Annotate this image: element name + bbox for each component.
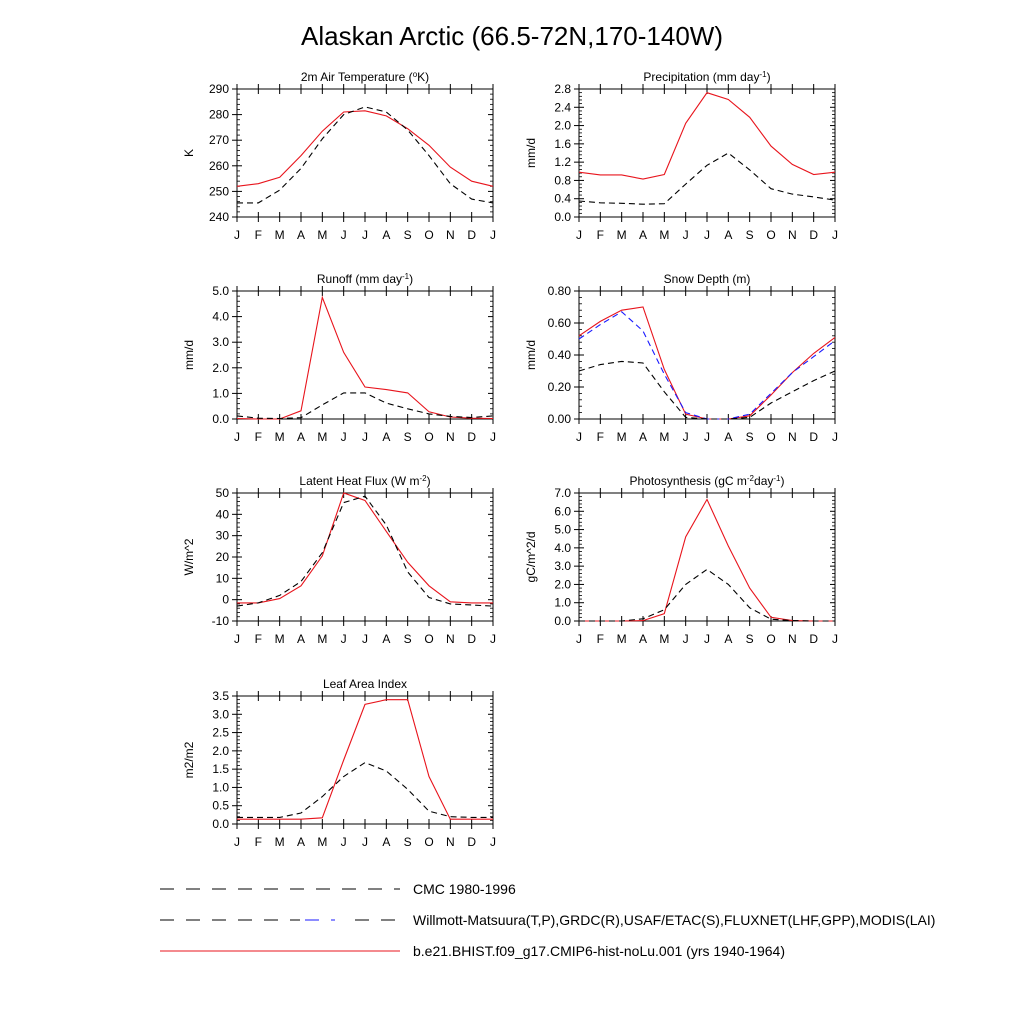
- legend-label: Willmott-Matsuura(T,P),GRDC(R),USAF/ETAC(S),FLUXNET(LHF,GPP),MODIS(LAI): [413, 912, 936, 928]
- y-tick-label: -10: [211, 614, 229, 628]
- x-tick-label: M: [274, 632, 285, 646]
- title-part: -2: [419, 473, 427, 483]
- series-line-obs_alt: [579, 312, 835, 419]
- panel-0: [182, 70, 496, 243]
- series-line-obs: [579, 569, 835, 621]
- x-tick-label: J: [340, 835, 347, 849]
- x-tick-label: A: [382, 430, 391, 444]
- x-tick-label: J: [576, 228, 582, 242]
- x-tick-label: M: [317, 835, 328, 849]
- x-tick-label: J: [340, 632, 347, 646]
- panel-6: [182, 677, 496, 849]
- y-tick-label: 2.0: [554, 118, 571, 133]
- x-tick-label: M: [274, 228, 285, 242]
- x-tick-label: J: [832, 228, 838, 242]
- panel-title: [664, 272, 751, 286]
- x-tick-label: A: [638, 228, 648, 242]
- x-tick-label: D: [467, 632, 477, 646]
- x-tick-label: J: [234, 835, 240, 849]
- y-tick-label: 0.00: [547, 412, 571, 426]
- x-tick-label: M: [659, 430, 670, 444]
- x-tick-label: O: [424, 632, 434, 646]
- y-tick-label: 1.0: [554, 595, 571, 610]
- y-tick-label: 0.60: [547, 316, 571, 330]
- x-tick-label: S: [403, 835, 412, 849]
- x-tick-label: A: [638, 430, 648, 444]
- y-tick-label: 240: [208, 210, 229, 224]
- title-part: -1: [759, 69, 767, 79]
- series-line-obs: [237, 763, 493, 818]
- x-tick-label: J: [490, 835, 496, 849]
- y-tick-label: 0.0: [212, 817, 229, 831]
- y-tick-label: 0.0: [554, 210, 571, 224]
- y-tick-label: 4.0: [212, 309, 229, 324]
- y-tick-label: 0.80: [547, 284, 571, 298]
- y-axis-label: mm/d: [524, 340, 538, 370]
- x-tick-label: S: [745, 632, 754, 646]
- x-tick-label: D: [809, 632, 819, 646]
- x-tick-label: M: [274, 835, 285, 849]
- title-part: -1: [773, 473, 781, 483]
- title-part: Photosynthesis (gC m: [629, 474, 747, 488]
- title-part: 2m Air Temperature (: [300, 70, 413, 84]
- x-tick-label: D: [809, 228, 819, 242]
- panel-title: [317, 272, 413, 287]
- x-tick-label: J: [490, 632, 496, 646]
- title-part: Runoff (mm day: [316, 272, 403, 286]
- plot-frame: [579, 89, 835, 217]
- y-tick-label: 3.0: [212, 707, 229, 722]
- panel-title: [301, 70, 429, 85]
- title-part: ): [409, 272, 414, 286]
- y-tick-label: 0.0: [554, 614, 571, 628]
- y-tick-label: 3.0: [554, 559, 571, 574]
- y-tick-label: 10: [215, 571, 229, 586]
- x-tick-label: J: [490, 228, 496, 242]
- y-tick-label: 2.5: [212, 725, 229, 740]
- x-tick-label: O: [424, 228, 434, 242]
- x-tick-label: M: [317, 228, 328, 242]
- x-tick-label: S: [403, 632, 412, 646]
- series-line-model: [237, 493, 493, 603]
- y-axis-label: W/m^2: [182, 538, 196, 576]
- x-tick-label: A: [296, 228, 306, 242]
- y-tick-label: 20: [215, 550, 229, 564]
- plot-frame: [237, 89, 493, 217]
- panel-title: [299, 474, 430, 489]
- x-tick-label: N: [445, 835, 455, 849]
- series-line-model: [237, 297, 493, 419]
- x-tick-label: N: [787, 632, 797, 646]
- y-tick-label: 1.2: [554, 155, 571, 170]
- title-part: -1: [402, 271, 410, 281]
- x-tick-label: F: [254, 835, 263, 849]
- x-tick-label: N: [787, 228, 797, 242]
- series-line-model: [237, 111, 493, 187]
- x-tick-label: J: [340, 430, 347, 444]
- x-tick-label: J: [576, 430, 582, 444]
- title-part: Snow Depth (m): [663, 272, 751, 286]
- legend-item-2: [160, 943, 785, 959]
- x-tick-label: J: [362, 632, 368, 646]
- x-tick-label: M: [274, 430, 285, 444]
- plot-frame: [237, 696, 493, 824]
- x-tick-label: J: [832, 430, 838, 444]
- panel-title: [643, 70, 770, 85]
- y-tick-label: 1.0: [212, 386, 229, 401]
- x-tick-label: D: [467, 228, 477, 242]
- x-tick-label: J: [576, 632, 582, 646]
- title-part: Latent Heat Flux (W m: [299, 474, 420, 488]
- legend-label: b.e21.BHIST.f09_g17.CMIP6-hist-noLu.001 (yrs 1940-1964): [413, 943, 785, 959]
- x-tick-label: M: [616, 632, 627, 646]
- y-tick-label: 0.5: [212, 798, 229, 813]
- x-tick-label: J: [704, 228, 710, 242]
- legend: [160, 881, 935, 959]
- x-tick-label: O: [766, 228, 776, 242]
- x-tick-label: S: [745, 430, 754, 444]
- y-tick-label: 0.0: [212, 412, 229, 426]
- x-tick-label: N: [445, 228, 455, 242]
- y-tick-label: 5.0: [212, 284, 229, 298]
- y-axis-label: K: [182, 148, 196, 158]
- x-tick-label: J: [234, 228, 240, 242]
- y-tick-label: 40: [215, 507, 229, 522]
- y-tick-label: 290: [208, 82, 229, 96]
- x-tick-label: F: [596, 430, 605, 444]
- y-tick-label: 2.8: [554, 82, 571, 96]
- series-line-model: [579, 499, 835, 621]
- x-tick-label: F: [596, 228, 605, 242]
- x-tick-label: F: [254, 228, 263, 242]
- x-tick-label: J: [362, 228, 368, 242]
- plot-frame: [579, 493, 835, 621]
- x-tick-label: J: [234, 430, 240, 444]
- x-tick-label: J: [362, 430, 368, 444]
- x-tick-label: D: [467, 835, 477, 849]
- x-tick-label: J: [490, 430, 496, 444]
- x-tick-label: J: [234, 632, 240, 646]
- title-part: K): [417, 70, 430, 84]
- x-tick-label: A: [382, 228, 391, 242]
- y-axis-label: mm/d: [524, 138, 538, 168]
- y-tick-label: 7.0: [554, 486, 571, 500]
- x-tick-label: O: [766, 430, 776, 444]
- y-tick-label: 4.0: [554, 540, 571, 555]
- series-line-obs: [579, 153, 835, 204]
- x-tick-label: A: [382, 632, 391, 646]
- x-tick-label: A: [296, 430, 306, 444]
- y-tick-label: 1.5: [212, 762, 229, 777]
- panel-5: [524, 474, 838, 647]
- legend-item-1: [160, 912, 935, 928]
- panel-2: [182, 272, 496, 445]
- figure-title: Alaskan Arctic (66.5-72N,170-140W): [301, 21, 723, 51]
- title-part: o: [412, 69, 418, 79]
- x-tick-label: A: [296, 632, 306, 646]
- x-tick-label: D: [809, 430, 819, 444]
- x-tick-label: J: [682, 632, 689, 646]
- x-tick-label: A: [724, 228, 733, 242]
- x-tick-label: M: [616, 228, 627, 242]
- series-line-model: [579, 93, 835, 179]
- x-tick-label: J: [362, 835, 368, 849]
- y-tick-label: 5.0: [554, 522, 571, 537]
- title-part: Precipitation (mm day: [643, 70, 760, 84]
- y-tick-label: 1.0: [212, 780, 229, 795]
- x-tick-label: N: [787, 430, 797, 444]
- y-tick-label: 280: [208, 107, 229, 122]
- panel-1: [524, 70, 838, 243]
- y-tick-label: 260: [208, 158, 229, 173]
- title-part: ): [780, 474, 785, 488]
- x-tick-label: A: [724, 632, 733, 646]
- title-part: -2: [746, 473, 755, 483]
- panel-title: [630, 474, 785, 489]
- y-tick-label: 3.0: [212, 335, 229, 350]
- y-tick-label: 30: [215, 528, 229, 543]
- y-tick-label: 2.0: [212, 743, 229, 758]
- title-part: ): [766, 70, 771, 84]
- x-tick-label: A: [638, 632, 648, 646]
- y-axis-label: gC/m^2/d: [524, 531, 538, 583]
- x-tick-label: A: [296, 835, 306, 849]
- y-tick-label: 3.5: [212, 689, 229, 703]
- x-tick-label: O: [424, 835, 434, 849]
- x-tick-label: J: [340, 228, 347, 242]
- panel-3: [524, 272, 838, 444]
- x-tick-label: M: [659, 228, 670, 242]
- legend-item-0: [160, 881, 516, 897]
- y-axis-label: mm/d: [182, 340, 196, 370]
- y-tick-label: 50: [215, 486, 229, 500]
- y-tick-label: 0.20: [547, 380, 571, 394]
- panels: [182, 70, 838, 850]
- y-tick-label: 250: [208, 184, 229, 199]
- x-tick-label: M: [659, 632, 670, 646]
- series-line-obs: [237, 107, 493, 203]
- title-part: Leaf Area Index: [322, 677, 408, 691]
- y-tick-label: 1.6: [554, 136, 571, 151]
- x-tick-label: O: [424, 430, 434, 444]
- x-tick-label: D: [467, 430, 477, 444]
- y-tick-label: 2.0: [554, 577, 571, 592]
- panel-4: [182, 474, 496, 647]
- x-tick-label: A: [382, 835, 391, 849]
- y-tick-label: 0.8: [554, 173, 571, 188]
- series-line-model: [579, 307, 835, 419]
- x-tick-label: J: [682, 430, 689, 444]
- y-tick-label: 0.40: [547, 348, 571, 362]
- plot-frame: [579, 291, 835, 419]
- x-tick-label: S: [403, 430, 412, 444]
- x-tick-label: J: [832, 632, 838, 646]
- plot-frame: [237, 291, 493, 419]
- x-tick-label: A: [724, 430, 733, 444]
- title-part: ): [426, 474, 431, 488]
- x-tick-label: M: [317, 430, 328, 444]
- series-line-obs: [237, 496, 493, 606]
- x-tick-label: F: [254, 632, 263, 646]
- y-tick-label: 2.4: [554, 100, 571, 115]
- x-tick-label: F: [596, 632, 605, 646]
- x-tick-label: M: [317, 632, 328, 646]
- x-tick-label: S: [403, 228, 412, 242]
- legend-label: CMC 1980-1996: [413, 881, 516, 897]
- x-tick-label: F: [254, 430, 263, 444]
- x-tick-label: N: [445, 430, 455, 444]
- x-tick-label: S: [745, 228, 754, 242]
- series-line-model: [237, 700, 493, 820]
- x-tick-label: J: [682, 228, 689, 242]
- x-tick-label: O: [766, 632, 776, 646]
- title-part: day: [754, 474, 774, 488]
- y-tick-label: 0: [222, 592, 229, 607]
- x-tick-label: J: [704, 632, 710, 646]
- y-axis-label: m2/m2: [182, 741, 196, 779]
- y-tick-label: 2.0: [212, 360, 229, 375]
- x-tick-label: M: [616, 430, 627, 444]
- x-tick-label: J: [704, 430, 710, 444]
- x-tick-label: N: [445, 632, 455, 646]
- y-tick-label: 6.0: [554, 504, 571, 519]
- y-tick-label: 270: [208, 133, 229, 148]
- panel-title: [323, 677, 407, 691]
- y-tick-label: 0.4: [554, 191, 571, 206]
